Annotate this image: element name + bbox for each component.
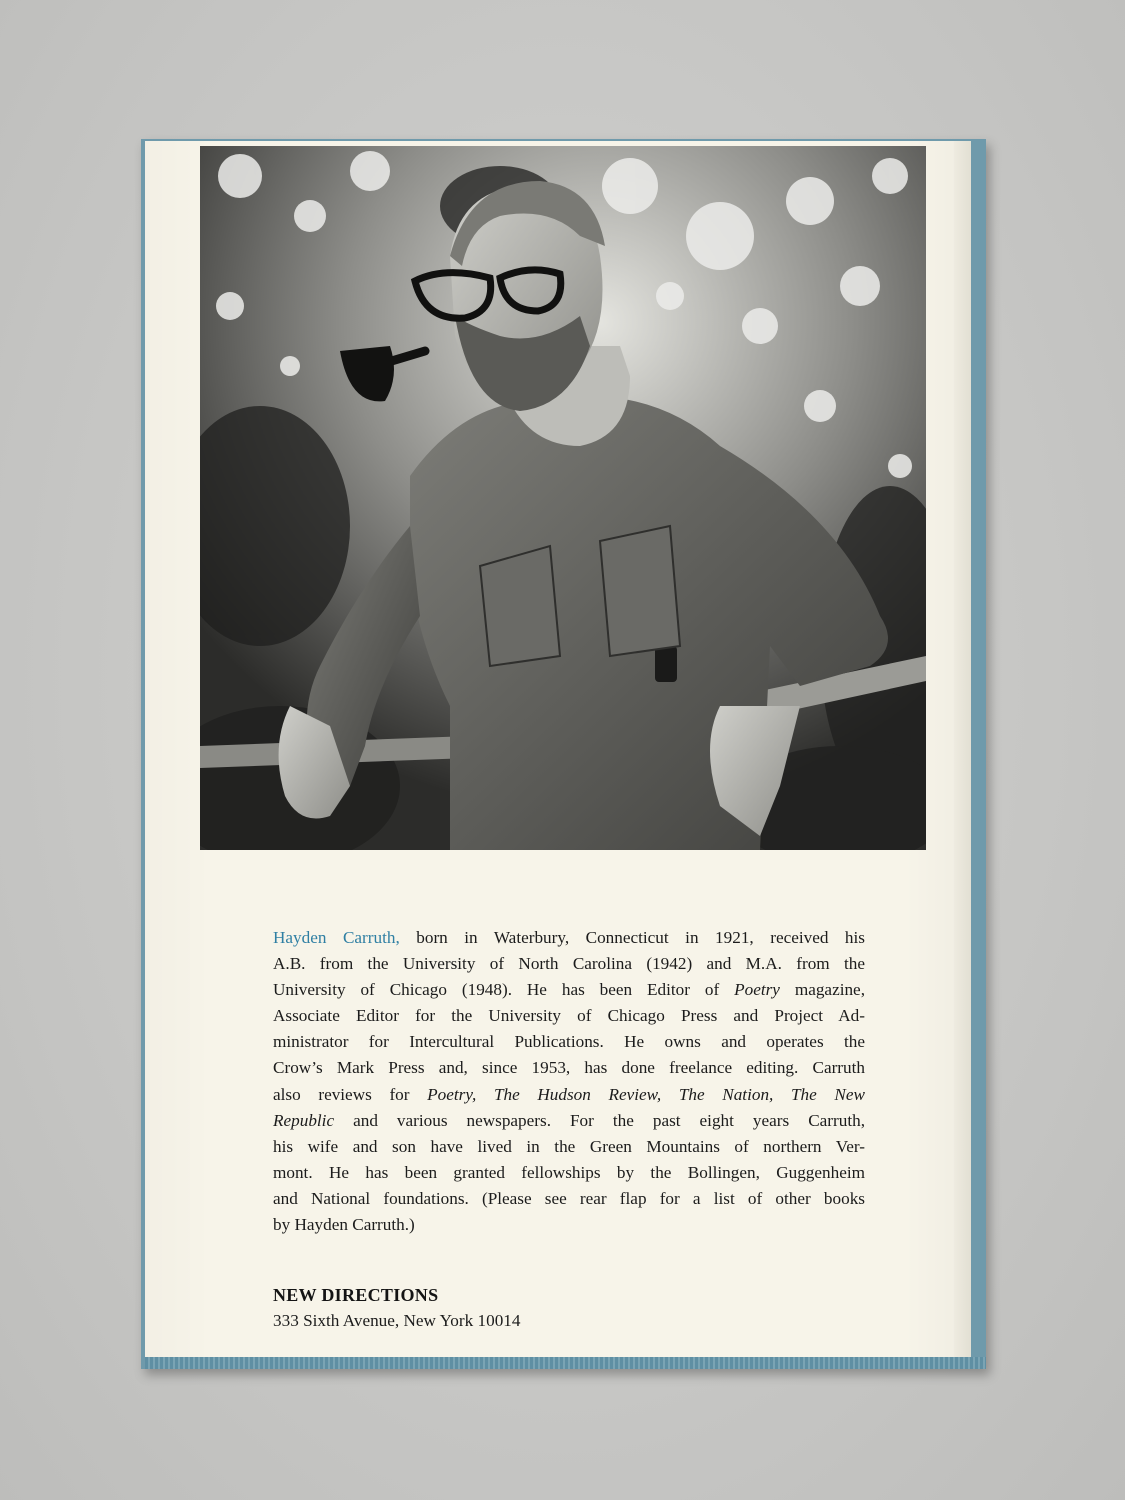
- author-photograph: [200, 146, 926, 850]
- bio-line: A.B. from the University of North Carolina (1942) and M.A. from the: [273, 954, 865, 974]
- author-photo-illustration: [200, 146, 926, 850]
- bio-line: Associate Editor for the University of Chicago Press and Project Ad-: [273, 1006, 865, 1026]
- jacket-edge: [954, 141, 971, 1357]
- bio-line: and National foundations. (Please see rear flap for a list of other books: [273, 1188, 865, 1208]
- bio-line: Republic and various newspapers. For the past eight years Carruth,: [273, 1110, 865, 1130]
- publisher-name: NEW DIRECTIONS: [273, 1285, 439, 1305]
- bio-line: ministrator for Intercultural Publications. He owns and operates the: [273, 1032, 865, 1052]
- bio-line: by Hayden Carruth.): [273, 1215, 415, 1235]
- bio-line: Hayden Carruth, born in Waterbury, Connecticut in 1921, received his: [273, 928, 865, 947]
- author-biography: [273, 925, 865, 1238]
- bio-line: mont. He has been granted fellowships by the Bollingen, Guggenheim: [273, 1162, 865, 1182]
- bio-line: his wife and son have lived in the Green Mountains of northern Ver-: [273, 1136, 865, 1156]
- publisher-address: 333 Sixth Avenue, New York 10014: [273, 1311, 521, 1330]
- author-name: Hayden Carruth,: [273, 928, 400, 947]
- bio-line: also reviews for Poetry, The Hudson Review, The Nation, The New: [273, 1084, 865, 1104]
- cloth-binding-strip: [145, 1357, 986, 1369]
- bio-line: Crow’s Mark Press and, since 1953, has done freelance editing. Carruth: [273, 1058, 865, 1078]
- bio-line: University of Chicago (1948). He has been Editor of Poetry magazine,: [273, 980, 865, 1000]
